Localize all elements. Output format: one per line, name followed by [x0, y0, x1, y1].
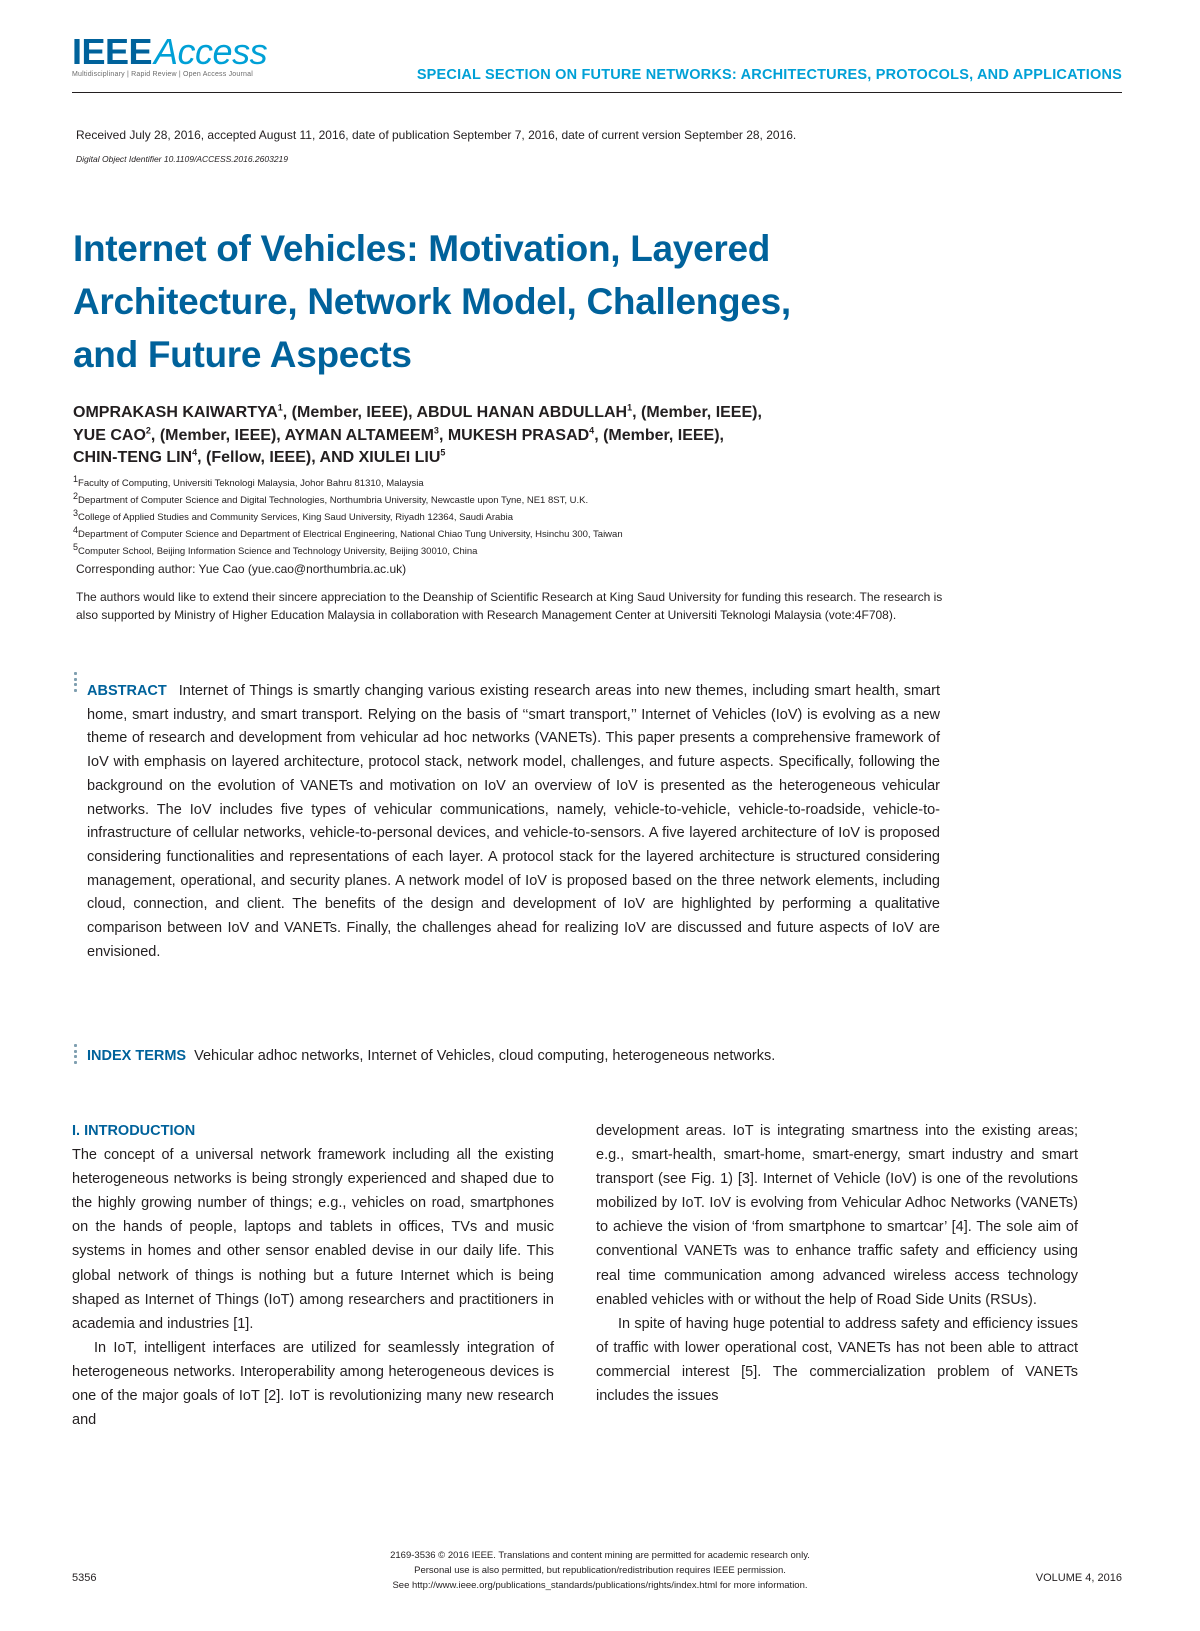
- title-line-3: and Future Aspects: [73, 334, 412, 375]
- author-sup: 4: [192, 447, 198, 458]
- author-sup: 2: [145, 425, 151, 436]
- intro-paragraph-1: The concept of a universal network framework including all the existing heterogeneous networks is being strongly experienced and shaped due to the highly growing number of things; e.g., vehicles on road, smartphones on the hands of people, laptops and tablets in offices, TVs and music systems in homes and other sensor enabled devise in our daily life. This global network of things is nothing but a future Internet which is being shaped as Internet of Things (IoT) among researchers and practitioners in academia and industries [1].: [72, 1147, 554, 1332]
- author-role: , (Member, IEEE),: [594, 426, 724, 444]
- paper-title: [73, 222, 973, 381]
- left-column: [72, 1119, 554, 1432]
- intro-paragraph-2: In IoT, intelligent interfaces are utilized for seamlessly integration of heterogeneous networks. Interoperability among heterogeneous devices is one of the major goals of IoT [2]. IoT is revolutionizing many new research and: [72, 1339, 554, 1429]
- author-sup: 5: [440, 447, 446, 458]
- index-terms-marker: [74, 1044, 78, 1066]
- author-name: OMPRAKASH KAIWARTYA: [73, 404, 278, 421]
- abstract-text: Internet of Things is smartly changing various existing research areas into new themes, including smart health, smart home, smart industry, and smart transport. Relying on the basis of ‘‘smart transport,’’ Internet of Vehicles (IoV) is evolving as a new theme of research and development from vehicular ad hoc networks (VANETs). This paper presents a comprehensive framework of IoV with emphasis on layered architecture, protocol stack, network model, challenges, and future aspects. Specifically, following the background on the evolution of VANETs and motivation on IoV an overview of IoV is presented as the heterogeneous vehicular networks. The IoV includes five types of vehicular communications, namely, vehicle-to-vehicle, vehicle-to-roadside, vehicle-to-infrastructure of cellular networks, vehicle-to-personal devices, and vehicle-to-sensors. A five layered architecture of IoV is proposed considering functionalities and representations of each layer. A protocol stack for the layered architecture is structured considering management, operational, and security planes. A network model of IoV is proposed based on the three network elements, including cloud, connection, and client. The benefits of the design and development of IoV are highlighted by performing a qualitative comparison between IoV and VANETs. Finally, the challenges ahead for realizing IoV are discussed and future aspects of IoV are envisioned.: [87, 683, 940, 960]
- received-dates: Received July 28, 2016, accepted August 11, 2016, date of publication September 7, 2016, date of current version September 28, 2016.: [76, 128, 797, 142]
- author-role: , (Fellow, IEEE), AND: [197, 449, 359, 466]
- author-name: YUE CAO: [73, 426, 146, 444]
- author-name: CHIN-TENG LIN: [73, 449, 193, 466]
- author-list: [73, 402, 1133, 470]
- intro-paragraph-4: In spite of having huge potential to address safety and efficiency issues of traffic with lower operational cost, VANETs has not been able to attract commercial interest [5]. The commercialization problem of VANETs includes the issues: [596, 1315, 1078, 1405]
- title-line-2: Architecture, Network Model, Challenges,: [73, 281, 791, 322]
- volume-label: VOLUME 4, 2016: [1035, 1572, 1122, 1584]
- author-sup: 4: [589, 425, 595, 436]
- ieee-access-logo: [72, 31, 268, 78]
- affiliation-2: $^2$Department of Computer Science and Digital Technologies, Northumbria University, Newcastle upon Tyne, NE1 8ST, U.K.: [73, 490, 589, 506]
- author-name: MUKESH PRASAD: [447, 426, 590, 444]
- corresponding-author: Corresponding author: Yue Cao (yue.cao@northumbria.ac.uk): [76, 562, 407, 576]
- special-section-title: SPECIAL SECTION ON FUTURE NETWORKS: ARCHITECTURES, PROTOCOLS, AND APPLICATIONS: [416, 67, 1122, 83]
- author-sup: 1: [277, 402, 283, 413]
- author-sup: 1: [627, 402, 633, 413]
- author-name: ABDUL HANAN ABDULLAH: [416, 404, 628, 421]
- logo-product: Access: [154, 31, 268, 72]
- author-role: , (Member, IEEE),: [150, 426, 285, 444]
- index-terms: [87, 1048, 775, 1064]
- copyright-notice: 2169-3536 © 2016 IEEE. Translations and content mining are permitted for academic research only. Personal use is also permitted, but republication/redistribution requires IEEE permission. See http://www.ieee.org/publications_standards/publications/rights/index.html for more information.: [390, 1550, 810, 1591]
- title-line-1: Internet of Vehicles: Motivation, Layered: [73, 228, 771, 269]
- affiliation-3: $^3$College of Applied Studies and Community Services, King Saud University, Riyadh 12364, Saudi Arabia: [73, 507, 513, 523]
- logo-brand: IEEE: [72, 31, 153, 72]
- author-name: XIULEI LIU: [358, 449, 441, 466]
- author-role: ,: [438, 426, 448, 444]
- header-rule: [72, 92, 1122, 93]
- abstract-marker: [74, 672, 78, 694]
- affiliations: [73, 475, 1133, 560]
- author-sup: 3: [433, 425, 439, 436]
- logo-tagline: Multidisciplinary | Rapid Review | Open Access Journal: [72, 71, 253, 78]
- funding-note: The authors would like to extend their sincere appreciation to the Deanship of Scientific Research at King Saud University for funding this research. The research is also supported by Ministry of Higher Education Malaysia in collaboration with Research Management Center at Universiti Teknologi Malaysia (vote:4F708).: [76, 590, 943, 622]
- intro-paragraph-3: development areas. IoT is integrating smartness into the existing areas; e.g., smart-health, smart-home, smart-energy, smart industry and smart transport (see Fig. 1) [3]. Internet of Vehicle (IoV) is one of the revolutions mobilized by IoT. IoV is evolving from Vehicular Adhoc Networks (VANETs) to achieve the vision of ‘from smartphone to smartcar’ [4]. The sole aim of conventional VANETs was to enhance traffic safety and efficiency using real time communication among advanced wireless access technology enabled vehicles with or without the help of Road Side Units (RSUs).: [596, 1123, 1078, 1308]
- affiliation-4: $^4$Department of Computer Science and Department of Electrical Engineering, National Chiao Tung University, Hsinchu 300, Taiwan: [73, 524, 623, 540]
- section-heading-introduction: I. INTRODUCTION: [72, 1123, 196, 1139]
- right-column: [596, 1119, 1078, 1408]
- author-name: AYMAN ALTAMEEM: [284, 426, 434, 444]
- index-terms-text: Vehicular adhoc networks, Internet of Vehicles, cloud computing, heterogeneous networks.: [194, 1048, 776, 1064]
- page-number: 5356: [72, 1572, 97, 1584]
- index-terms-label: INDEX TERMS: [87, 1048, 187, 1064]
- affiliation-1: $^1$Faculty of Computing, Universiti Teknologi Malaysia, Johor Bahru 81310, Malaysia: [73, 473, 424, 489]
- abstract-label: ABSTRACT: [87, 683, 167, 699]
- doi: Digital Object Identifier 10.1109/ACCESS.2016.2603219: [76, 154, 289, 164]
- author-role: , (Member, IEEE),: [282, 404, 417, 421]
- affiliation-5: $^5$Computer School, Beijing Information Science and Technology University, Beijing 30010, China: [73, 541, 478, 557]
- abstract: [87, 680, 940, 964]
- author-role: , (Member, IEEE),: [632, 404, 762, 421]
